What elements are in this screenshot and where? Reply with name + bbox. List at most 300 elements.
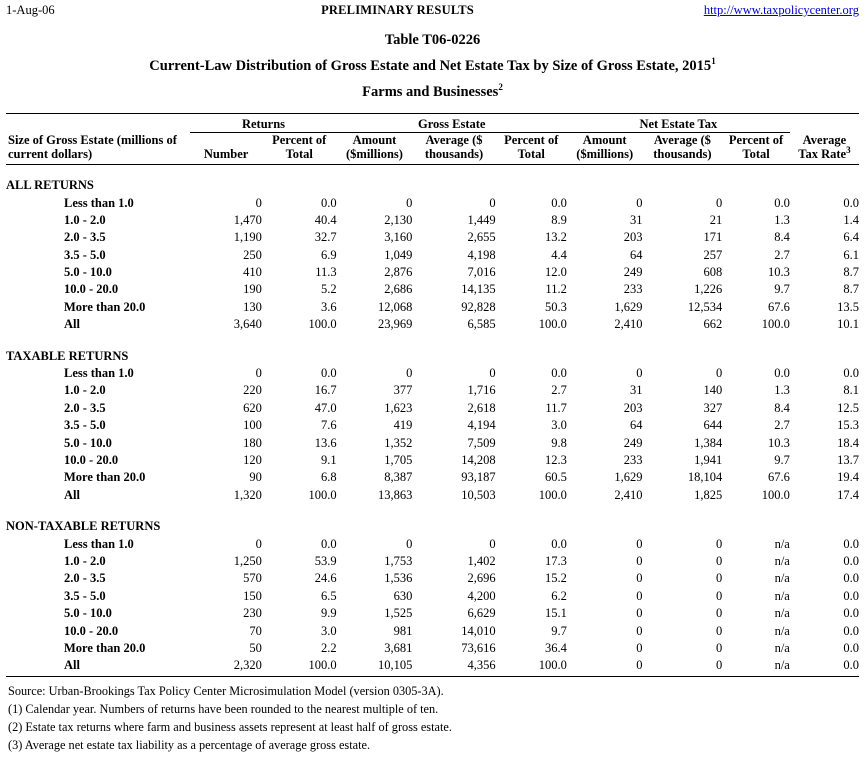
table-cell: 53.9 (314, 553, 337, 568)
table-row (6, 552, 859, 569)
table-cell: 7.6 (321, 418, 337, 433)
row-label: 5.0 - 10.0 (64, 265, 112, 280)
group-header-returns: Returns (190, 117, 336, 133)
table-row (6, 621, 859, 638)
column-header-stub-line2: current dollars) (8, 147, 93, 162)
table-cell: 8.4 (774, 400, 790, 415)
table-cell: n/a (774, 606, 790, 621)
column-header-net-average (643, 133, 723, 162)
table-bottom-rule (6, 673, 859, 677)
row-label: All (64, 317, 80, 332)
table-row (6, 280, 859, 297)
table-cell: 100.0 (538, 658, 567, 673)
row-label: 3.5 - 5.0 (64, 588, 106, 603)
empty-cell (643, 517, 723, 534)
empty-cell (262, 346, 337, 363)
table-row (6, 263, 859, 280)
table-cell: 0.0 (551, 536, 567, 551)
table-cell: 1.3 (774, 212, 790, 227)
table-cell: 7,509 (467, 435, 496, 450)
column-header-returns-percent-line1: Percent of (272, 133, 327, 147)
table-cell: 203 (623, 400, 643, 415)
table-cell: 100.0 (538, 487, 567, 502)
column-header-average-tax-rate-line2: Tax Rate (798, 147, 847, 162)
table-row (6, 639, 859, 656)
row-label: All (64, 487, 80, 502)
table-cell: 120 (243, 453, 262, 467)
table-cell: 6,585 (467, 317, 496, 332)
table-cell: 14,208 (461, 453, 496, 467)
table-cell: 0 (489, 195, 496, 210)
table-cell: 3.0 (551, 418, 567, 433)
table-number: Table T06-0226 (384, 32, 481, 48)
table-cell: 220 (243, 383, 262, 398)
table-cell: 0.0 (843, 588, 859, 603)
row-label: 1.0 - 2.0 (64, 553, 106, 568)
table-cell: 12,068 (377, 299, 413, 314)
table-cell: 16.7 (314, 383, 337, 398)
group-header-row (6, 117, 859, 133)
table-title (6, 58, 859, 75)
empty-cell (337, 517, 413, 534)
table-cell: n/a (774, 588, 790, 603)
table-cell: n/a (774, 640, 790, 655)
table-cell: 6.5 (321, 588, 337, 603)
table-cell: 1,470 (233, 212, 262, 227)
table-cell: 1,190 (233, 230, 262, 245)
empty-cell (790, 517, 859, 534)
table-cell: 13.2 (544, 230, 567, 245)
table-cell: 18.4 (837, 435, 859, 450)
footnote-2: (2) Estate tax returns where farm and business assets represent at least half of gross estate. (8, 719, 452, 734)
empty-cell (412, 176, 495, 193)
table-row (6, 656, 859, 673)
table-cell: 180 (243, 435, 262, 450)
table-cell: 0 (636, 588, 643, 603)
header-date: 1-Aug-06 (6, 3, 55, 17)
table-cell: 0 (636, 571, 643, 586)
empty-cell (262, 176, 337, 193)
table-cell: 90 (249, 470, 262, 485)
column-header-ge-average (412, 133, 495, 162)
table-cell: 13.6 (314, 435, 337, 450)
table-cell: 2,130 (384, 212, 413, 227)
table-cell: 73,616 (461, 640, 496, 655)
empty-cell (790, 176, 859, 193)
table-cell: 6.2 (551, 588, 567, 603)
table-cell: 0 (716, 366, 723, 381)
table-cell: 9.7 (551, 623, 567, 638)
table-cell: 0 (716, 623, 723, 638)
row-label: 2.0 - 3.5 (64, 571, 106, 586)
table-row (6, 416, 859, 433)
table-cell: 10,105 (377, 658, 413, 673)
table-row (6, 485, 859, 502)
table-cell: 8.1 (843, 383, 859, 398)
empty-cell (722, 517, 790, 534)
row-label: 1.0 - 2.0 (64, 383, 106, 398)
table-cell: 630 (393, 588, 413, 603)
table-cell: 4.4 (551, 247, 567, 262)
table-cell: 0.0 (843, 366, 859, 381)
table-cell: 8.7 (843, 265, 859, 280)
table-cell: 981 (393, 623, 413, 638)
table-cell: 257 (703, 247, 723, 262)
header-status: PRELIMINARY RESULTS (321, 3, 474, 17)
table-cell: 0.0 (843, 623, 859, 638)
table-cell: 15.1 (544, 606, 567, 621)
column-header-returns-percent-line2: Total (285, 147, 313, 162)
table-cell: 0 (716, 658, 723, 673)
table-cell: 0.0 (774, 366, 790, 381)
table-cell: 11.2 (545, 282, 567, 297)
table-cell: 32.7 (314, 230, 337, 245)
table-row (6, 604, 859, 621)
table-cell: 23,969 (377, 317, 413, 332)
empty-cell (496, 176, 567, 193)
table-cell: 0.0 (551, 366, 567, 381)
column-header-stub-line1: Size of Gross Estate (millions of (8, 133, 177, 147)
row-label: 5.0 - 10.0 (64, 435, 112, 450)
table-cell: 327 (703, 400, 723, 415)
table-cell: 14,135 (461, 282, 496, 297)
empty-cell (722, 346, 790, 363)
column-header-ge-average-line1: Average ($ (425, 133, 483, 147)
section-header-row (6, 176, 859, 193)
table-cell: 100 (243, 418, 262, 433)
empty-cell (337, 346, 413, 363)
table-cell: 0 (255, 366, 262, 381)
empty-cell (496, 346, 567, 363)
table-cell: 8.9 (551, 212, 567, 227)
table-cell: 644 (703, 418, 723, 433)
table-cell: 171 (703, 230, 723, 245)
table-row (6, 315, 859, 332)
table-cell: 100.0 (308, 317, 337, 332)
column-header-net-percent-line1: Percent of (728, 133, 784, 147)
column-header-average-tax-rate-footnote-marker: 3 (846, 145, 851, 156)
column-header-average-tax-rate (790, 133, 859, 162)
table-cell: 3,160 (384, 230, 413, 245)
table-cell: 19.4 (837, 470, 859, 485)
table-cell: 100.0 (308, 658, 337, 673)
row-label: 1.0 - 2.0 (64, 212, 106, 227)
table-cell: 6.9 (321, 247, 337, 262)
table-subtitle-footnote-marker: 2 (498, 82, 503, 93)
table-cell: 17.3 (544, 553, 567, 568)
table-row (6, 228, 859, 245)
table-cell: 0 (716, 195, 723, 210)
table-row (6, 398, 859, 415)
table-cell: 100.0 (538, 317, 567, 332)
table-cell: 6.1 (843, 247, 859, 262)
table-row (6, 245, 859, 262)
table-cell: 410 (243, 265, 262, 280)
column-header-net-percent-line2: Total (742, 147, 770, 162)
row-label: 3.5 - 5.0 (64, 418, 106, 433)
table-cell: 12,534 (687, 299, 723, 314)
footnote-3: (3) Average net estate tax liability as a percentage of average gross estate. (8, 737, 371, 752)
table-cell: 8.4 (774, 230, 790, 245)
footnote-1: (1) Calendar year. Numbers of returns have been rounded to the nearest multiple of ten. (8, 702, 439, 717)
table-cell: 190 (243, 282, 262, 297)
table-cell: 3,681 (384, 640, 413, 655)
row-spacer (6, 164, 859, 176)
table-cell: 1,825 (694, 487, 723, 502)
table-cell: 15.3 (837, 418, 859, 433)
table-row (6, 193, 859, 210)
table-cell: 9.9 (321, 606, 337, 621)
row-label: Less than 1.0 (64, 366, 134, 381)
table-cell: 2,686 (384, 282, 413, 297)
table-cell: 419 (393, 418, 413, 433)
section-header-row (6, 517, 859, 534)
table-cell: 2,410 (614, 317, 643, 332)
table-cell: 67.6 (767, 299, 790, 314)
table-cell: 10.1 (837, 317, 859, 332)
table-cell: 1,226 (694, 282, 723, 297)
table-cell: 0 (255, 536, 262, 551)
column-header-stub (6, 133, 190, 162)
table-cell: n/a (774, 623, 790, 638)
table-cell: 0 (255, 195, 262, 210)
title-block (6, 32, 859, 101)
table-cell: 0.0 (321, 195, 337, 210)
table-row (6, 433, 859, 450)
section-title: ALL RETURNS (6, 178, 94, 193)
table-cell: 2,876 (384, 265, 413, 280)
table-cell: 92,828 (461, 299, 496, 314)
column-header-ge-percent-line1: Percent of (504, 133, 559, 147)
section-header-row (6, 346, 859, 363)
table-cell: 0 (406, 366, 413, 381)
table-cell: 0 (716, 588, 723, 603)
table-cell: 50.3 (544, 299, 567, 314)
table-title-footnote-marker: 1 (711, 56, 716, 67)
table-cell: 1,629 (614, 299, 643, 314)
table-cell: 24.6 (314, 571, 337, 586)
table-cell: 4,356 (467, 658, 496, 673)
table-cell: 1,753 (384, 553, 413, 568)
table-cell: 100.0 (761, 317, 790, 332)
table-cell: n/a (774, 571, 790, 586)
empty-cell (262, 517, 337, 534)
table-cell: 233 (623, 282, 643, 297)
table-cell: 18,104 (687, 470, 723, 485)
table-cell: 10.3 (767, 435, 790, 450)
table-cell: 1,384 (694, 435, 723, 450)
table-cell: 9.7 (774, 453, 790, 467)
column-header-returns-percent (262, 133, 337, 162)
column-header-ge-percent (496, 133, 567, 162)
table-cell: 50 (249, 640, 262, 655)
column-header-average-tax-rate-line1: Average (802, 133, 847, 147)
section-spacer (6, 503, 859, 517)
table-cell: 0.0 (843, 571, 859, 586)
table-cell: 249 (623, 435, 643, 450)
table-cell: 2,618 (467, 400, 496, 415)
empty-cell (643, 346, 723, 363)
table-cell: 0.0 (843, 640, 859, 655)
table-cell: 203 (623, 230, 643, 245)
column-header-returns-number: Number (203, 147, 249, 162)
table-cell: 2,320 (233, 658, 262, 673)
column-header-ge-amount (337, 133, 413, 162)
table-cell: 2,410 (614, 487, 643, 502)
table-row (6, 468, 859, 485)
table-cell: 250 (243, 247, 262, 262)
table-cell: 0 (636, 366, 643, 381)
row-label: 5.0 - 10.0 (64, 606, 112, 621)
table-subtitle (6, 84, 859, 101)
table-cell: 8.7 (843, 282, 859, 297)
group-header-gross-estate: Gross Estate (337, 117, 567, 133)
table-cell: 36.4 (544, 640, 567, 655)
table-cell: 64 (630, 247, 643, 262)
table-row (6, 534, 859, 551)
table-cell: 15.2 (544, 571, 567, 586)
table-cell: 40.4 (314, 212, 337, 227)
table-row (6, 451, 859, 468)
table-cell: 0.0 (843, 195, 859, 210)
table-cell: 70 (249, 623, 262, 638)
table-cell: 5.2 (321, 282, 337, 297)
table-cell: 0 (406, 195, 413, 210)
table-cell: 1,623 (384, 400, 413, 415)
empty-cell (496, 517, 567, 534)
table-cell: 0.0 (321, 536, 337, 551)
table-row (6, 211, 859, 228)
column-header-net-amount-line2: ($millions) (576, 147, 634, 162)
table-cell: 230 (243, 606, 262, 621)
data-table (6, 113, 859, 677)
table-row (6, 569, 859, 586)
table-cell: 1.3 (774, 383, 790, 398)
table-cell: 0.0 (551, 195, 567, 210)
table-cell: 3.6 (321, 299, 337, 314)
table-cell: 0 (716, 640, 723, 655)
table-cell: 7,016 (467, 265, 496, 280)
table-cell: 4,194 (467, 418, 496, 433)
row-label: 10.0 - 20.0 (64, 623, 119, 638)
table-cell: 2,655 (467, 230, 496, 245)
row-label: 10.0 - 20.0 (64, 282, 119, 297)
empty-cell (567, 176, 643, 193)
table-cell: 2.7 (774, 247, 790, 262)
table-cell: 1,716 (467, 383, 496, 398)
table-cell: 31 (630, 383, 643, 398)
table-cell: 9.8 (551, 435, 567, 450)
table-cell: 8,387 (384, 470, 413, 485)
table-row (6, 586, 859, 603)
table-cell: 0 (489, 366, 496, 381)
section-spacer (6, 332, 859, 346)
table-cell: 0 (716, 553, 723, 568)
table-cell: 1,250 (233, 553, 262, 568)
table-cell: 13,863 (377, 487, 413, 502)
table-cell: 662 (703, 317, 723, 332)
page-header (6, 0, 859, 18)
empty-cell (722, 176, 790, 193)
table-cell: 0.0 (843, 658, 859, 673)
table-cell: 150 (243, 588, 262, 603)
table-cell: 608 (703, 265, 723, 280)
table-cell: n/a (774, 553, 790, 568)
column-header-net-amount-line1: Amount (582, 133, 627, 147)
empty-cell (337, 176, 413, 193)
table-cell: 377 (393, 383, 413, 398)
table-row (6, 364, 859, 381)
table-cell: 0 (636, 623, 643, 638)
column-header-ge-amount-line2: ($millions) (346, 147, 403, 162)
table-cell: 2.7 (551, 383, 567, 398)
table-cell: 31 (630, 212, 643, 227)
row-label: More than 20.0 (64, 640, 146, 655)
footnotes (6, 683, 859, 754)
table-cell: 130 (243, 299, 262, 314)
column-header-ge-percent-line2: Total (517, 147, 545, 162)
section-title: TAXABLE RETURNS (6, 348, 129, 363)
header-url-link[interactable]: http://www.taxpolicycenter.org (703, 3, 859, 17)
table-cell: 100.0 (308, 487, 337, 502)
row-label: 10.0 - 20.0 (64, 453, 119, 467)
empty-cell (643, 176, 723, 193)
column-header-net-percent (722, 133, 790, 162)
group-header-net-estate-tax: Net Estate Tax (567, 117, 790, 133)
table-title-text: Current-Law Distribution of Gross Estate and Net Estate Tax by Size of Gross Estate, 2015 (149, 58, 712, 74)
table-cell: 67.6 (767, 470, 790, 485)
table-cell: 3,640 (233, 317, 262, 332)
column-header-net-average-line2: thousands) (653, 147, 712, 162)
table-cell: 14,010 (461, 623, 496, 638)
row-label: 2.0 - 3.5 (64, 400, 106, 415)
empty-cell (190, 346, 262, 363)
table-cell: 10.3 (767, 265, 790, 280)
row-label: 3.5 - 5.0 (64, 247, 106, 262)
table-cell: n/a (774, 536, 790, 551)
table-row (6, 297, 859, 314)
table-cell: 1,629 (614, 470, 643, 485)
table-cell: 0 (636, 658, 643, 673)
row-label: More than 20.0 (64, 299, 146, 314)
table-cell: 0.0 (843, 536, 859, 551)
table-cell: 10,503 (461, 487, 496, 502)
table-cell: 100.0 (761, 487, 790, 502)
table-cell: 1,941 (694, 453, 723, 467)
table-cell: 1,525 (384, 606, 413, 621)
table-cell: 1,705 (384, 453, 413, 467)
table-cell: 140 (703, 383, 723, 398)
table-cell: 0.0 (843, 606, 859, 621)
table-row (6, 381, 859, 398)
column-header-ge-average-line2: thousands) (424, 147, 484, 162)
column-header-ge-amount-line1: Amount (352, 133, 397, 147)
table-cell: 0 (636, 553, 643, 568)
table-cell: 0 (636, 640, 643, 655)
table-cell: 11.3 (315, 265, 337, 280)
row-label: Less than 1.0 (64, 536, 134, 551)
empty-cell (190, 176, 262, 193)
column-header-row (6, 133, 859, 162)
table-cell: 9.7 (774, 282, 790, 297)
row-label: All (64, 658, 80, 673)
table-subtitle-text: Farms and Businesses (362, 84, 499, 100)
table-cell: 0 (716, 571, 723, 586)
empty-cell (412, 517, 495, 534)
table-cell: 6.4 (843, 230, 859, 245)
table-cell: 620 (243, 400, 262, 415)
empty-cell (412, 346, 495, 363)
